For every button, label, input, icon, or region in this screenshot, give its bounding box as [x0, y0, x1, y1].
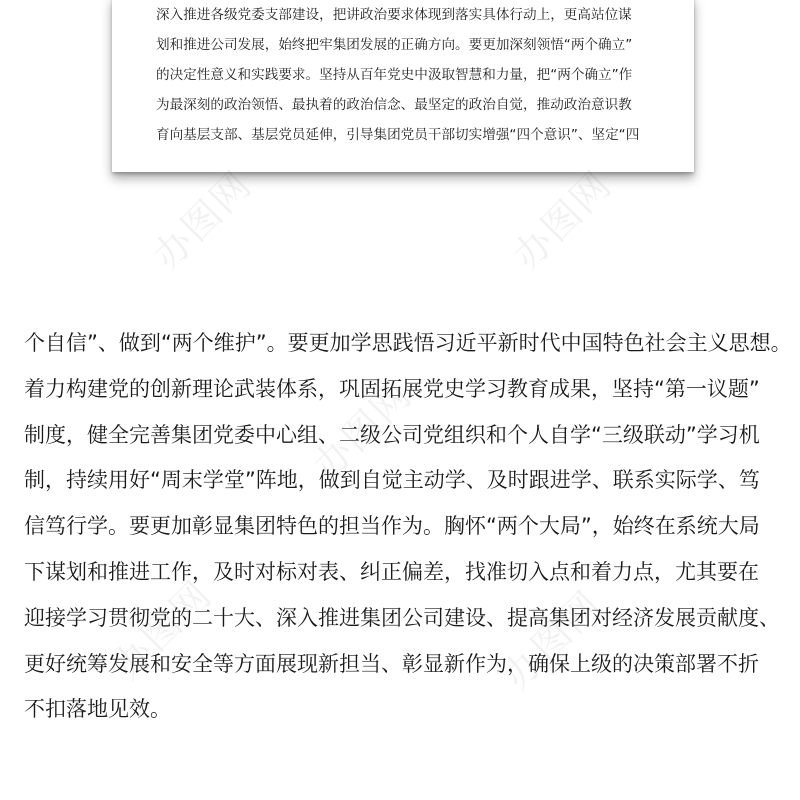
card-line: 划和推进公司发展，始终把牢集团发展的正确方向。要更加深刻领悟“两个确立” — [156, 37, 633, 53]
watermark: 办图网 — [504, 161, 621, 278]
body-line: 下谋划和推进工作，及时对标对表、纠正偏差，找准切入点和着力点，尤其要在 — [24, 559, 759, 584]
card-line: 的决定性意义和实践要求。坚持从百年党史中汲取智慧和力量，把“两个确立”作 — [156, 67, 633, 83]
body-line: 信笃行学。要更加彰显集团特色的担当作为。胸怀“两个大局”，始终在系统大局 — [24, 514, 760, 539]
document-card — [112, 0, 694, 172]
body-line: 个自信”、做到“两个维护”。要更加学思践悟习近平新时代中国特色社会主义思想。 — [24, 331, 792, 355]
watermark: 办图网 — [104, 571, 221, 688]
body-line: 迎接学习贯彻党的二十大、深入推进集团公司建设、提高集团对经济发展贡献度、 — [24, 605, 780, 630]
card-line: 深入推进各级党委支部建设，把讲政治要求体现到落实具体行动上，更高站位谋 — [156, 7, 632, 23]
body-text — [24, 321, 792, 733]
body-line: 制度，健全完善集团党委中心组、二级公司党组织和个人自学“三级联动”学习机 — [24, 422, 760, 447]
card-line: 为最深刻的政治领悟、最执着的政治信念、最坚定的政治自觉，推动政治意识教 — [156, 97, 632, 113]
body-line: 着力构建党的创新理论武装体系，巩固拓展党史学习教育成果，坚持“第一议题” — [24, 376, 760, 401]
body-line: 不扣落地见效。 — [24, 697, 171, 722]
watermark: 办图网 — [144, 161, 261, 278]
watermark: 办图网 — [304, 371, 421, 488]
watermark: 办图网 — [494, 581, 611, 698]
body-line: 制，持续用好“周末学堂”阵地，做到自觉主动学、及时跟进学、联系实际学、笃 — [24, 468, 760, 493]
body-line: 更好统筹发展和安全等方面展现新担当、彰显新作为，确保上级的决策部署不折 — [24, 651, 759, 676]
card-line: 育向基层支部、基层党员延伸，引导集团党员干部切实增强“四个意识”、坚定“四 — [156, 127, 640, 143]
card-text — [156, 0, 676, 150]
